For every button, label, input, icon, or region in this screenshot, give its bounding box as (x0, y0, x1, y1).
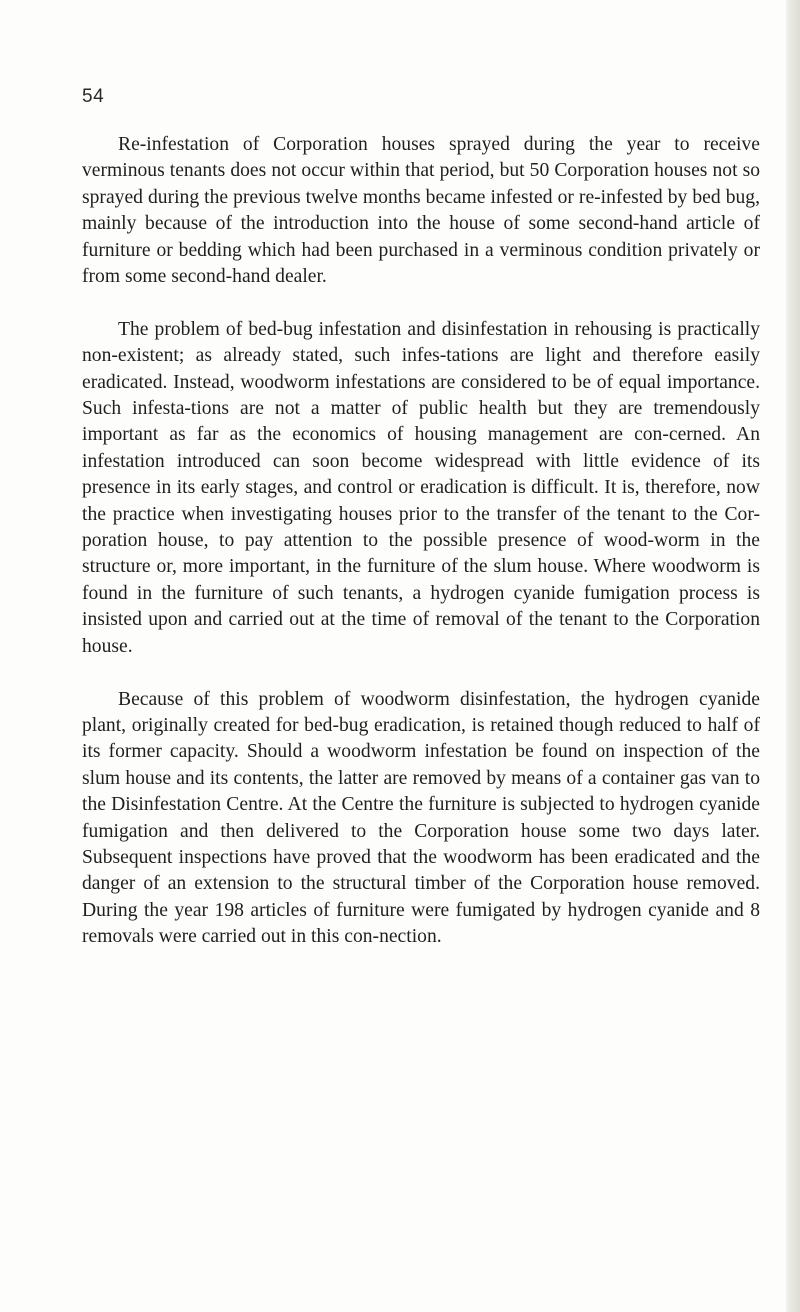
page-number: 54 (82, 86, 105, 107)
paragraph-reinfestation: Re-infestation of Corporation houses sprayed during the year to receive verminous tenants does not occur within that period, but 50 Corporation houses not so sprayed during the previous twelve months became infested or re-infested by bed bug, mainly because of the introduction into the house of some second-hand article of furniture or bedding which had been purchased in a verminous condition privately or from some second-hand dealer. (82, 134, 760, 288)
page-edge-shadow (786, 0, 800, 1312)
paragraph-bedbug-woodworm: The problem of bed-bug infestation and disinfestation in rehousing is practically non-existent; as already stated, such infes-tations are light and therefore easily eradicated. Instead, woodworm infestations are considered to be of equal importance. Such infesta-tions are not a matter of public health but they are tremendously important as far as the economics of housing management are con-cerned. An infestation introduced can soon become widespread with little evidence of its presence in its early stages, and control or eradication is difficult. It is, therefore, now the practice when investigating houses prior to the transfer of the tenant to the Cor-poration house, to pay attention to the possible presence of wood-worm in the structure or, more important, in the furniture of the slum house. Where woodworm is found in the furniture of such tenants, a hydrogen cyanide fumigation process is insisted upon and carried out at the time of removal of the tenant to the Corporation house. (82, 318, 760, 657)
paragraph-hydrogen-cyanide-plant: Because of this problem of woodworm disinfestation, the hydrogen cyanide plant, originally created for bed-bug eradication, is retained though reduced to half of its former capacity. Should a woodworm infestation be found on inspection of the slum house and its contents, the latter are removed by means of a container gas van to the Disinfestation Centre. At the Centre the furniture is subjected to hydrogen cyanide fumigation and then delivered to the Corporation house some two days later. Subsequent inspections have proved that the woodworm has been eradicated and the danger of an extension to the structural timber of the Corporation house removed. During the year 198 articles of furniture were fumigated by hydrogen cyanide and 8 removals were carried out in this con-nection. (82, 688, 760, 948)
body-text (82, 132, 760, 951)
